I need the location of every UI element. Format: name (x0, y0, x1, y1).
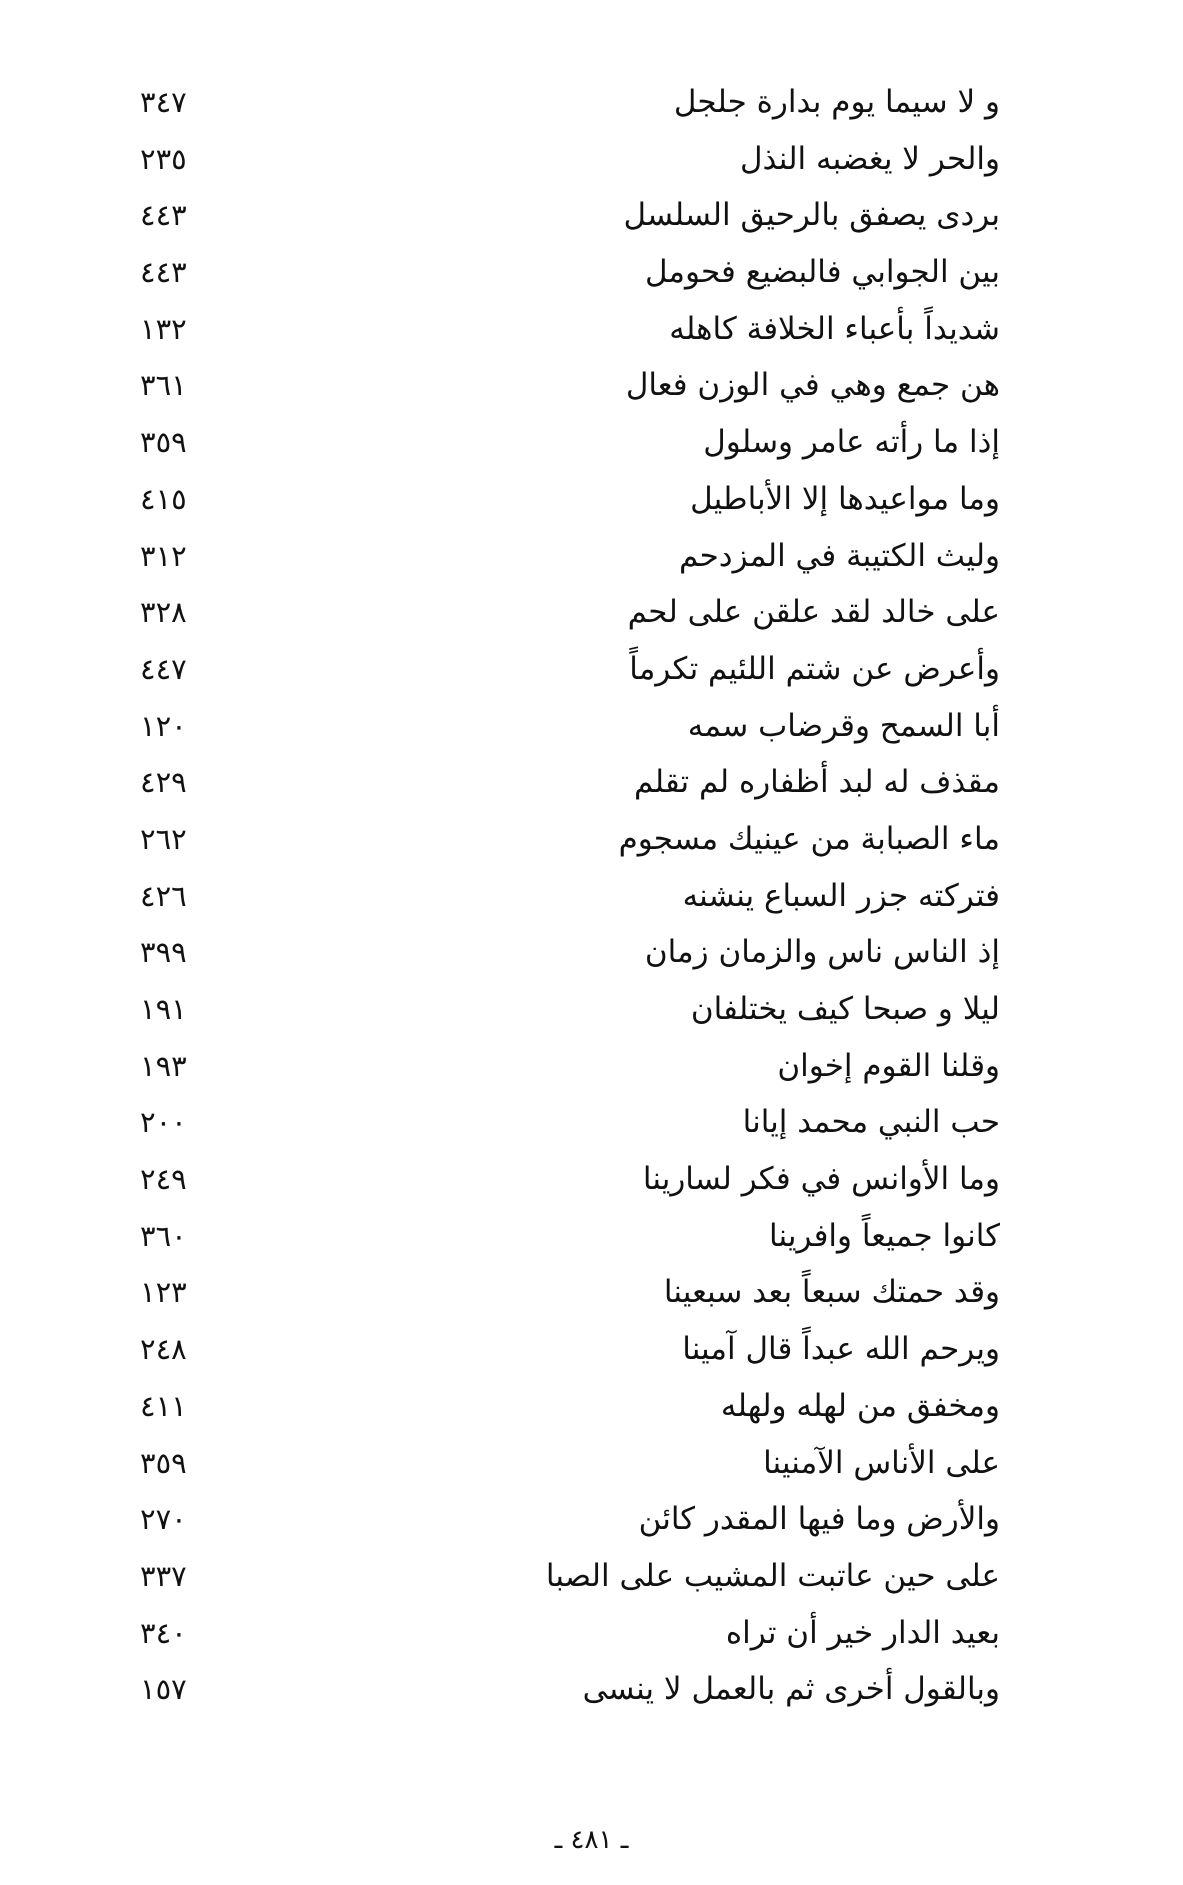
index-row (130, 193, 1000, 250)
page-reference: ٤٢٩ (140, 765, 187, 800)
page-reference: ٣٢٨ (140, 595, 187, 630)
page-reference: ٢٦٢ (140, 821, 187, 856)
verse-text: مقذف له لبد أظفاره لم تقلم (633, 764, 1000, 801)
page-reference: ١٣٢ (140, 311, 187, 346)
index-row (130, 1100, 1000, 1157)
index-row (130, 307, 1000, 364)
page-reference: ٢٣٥ (140, 141, 187, 176)
verse-text: إذا ما رأته عامر وسلول (703, 424, 1000, 461)
verse-text: أبا السمح وقرضاب سمه (687, 707, 1000, 744)
page-reference: ٣٩٩ (140, 935, 187, 970)
page-reference: ٣٤٠ (140, 1615, 187, 1650)
verse-text: ليلا و صبحا كيف يختلفان (690, 991, 1000, 1027)
verse-index-list (130, 80, 1000, 1724)
page-reference: ٤٢٦ (140, 878, 187, 913)
index-row (130, 1044, 1000, 1101)
verse-text: وقد حمتك سبعاً بعد سبعينا (663, 1274, 1000, 1311)
page-reference: ١٥٧ (140, 1672, 187, 1707)
index-row (130, 1441, 1000, 1498)
index-row (130, 1497, 1000, 1554)
verse-text: والحر لا يغضبه النذل (739, 140, 1000, 177)
index-row (130, 987, 1000, 1044)
index-row (130, 1611, 1000, 1668)
verse-text: بعيد الدار خير أن تراه (725, 1614, 1000, 1651)
page-reference: ٣٤٧ (140, 85, 187, 119)
verse-text: ويرحم الله عبداً قال آمينا (682, 1331, 1000, 1368)
index-row (130, 1384, 1000, 1441)
verse-text: فتركته جزر السباع ينشنه (682, 877, 1000, 914)
verse-text: على حين عاتبت المشيب على الصبا (545, 1557, 1000, 1594)
index-row (130, 874, 1000, 931)
verse-text: ماء الصبابة من عينيك مسجوم (618, 820, 1000, 857)
verse-text: وليث الكتيبة في المزدحم (679, 537, 1000, 574)
page-number: ـ ٤٨١ ـ (554, 1825, 629, 1855)
verse-text: شديداً بأعباء الخلافة كاهله (669, 310, 1000, 347)
page-reference: ٤٤٣ (140, 198, 187, 233)
verse-text: بردى يصفق بالرحيق السلسل (623, 197, 1000, 234)
page-reference: ١٩٣ (140, 1048, 187, 1083)
verse-text: ومخفق من لهله ولهله (720, 1387, 1000, 1424)
page-reference: ٢٠٠ (140, 1105, 187, 1140)
index-row (130, 477, 1000, 534)
page-reference: ١٢٠ (140, 708, 187, 743)
index-row (130, 1554, 1000, 1611)
index-row (130, 1214, 1000, 1271)
index-row (130, 1157, 1000, 1214)
page-reference: ٤٤٣ (140, 255, 187, 290)
index-row (130, 930, 1000, 987)
verse-text: و لا سيما يوم بدارة جلجل (673, 84, 1000, 120)
index-row (130, 760, 1000, 817)
page-reference: ٢٤٨ (140, 1332, 187, 1367)
index-row (130, 590, 1000, 647)
verse-text: كانوا جميعاً وافرينا (769, 1217, 1000, 1254)
verse-text: وقلنا القوم إخوان (777, 1047, 1000, 1084)
index-row (130, 1270, 1000, 1327)
index-row (130, 704, 1000, 761)
page-reference: ١٩١ (140, 992, 187, 1026)
index-row (130, 80, 1000, 137)
page-reference: ٣١٢ (140, 538, 187, 573)
index-row (130, 647, 1000, 704)
page-reference: ٤١١ (140, 1388, 187, 1423)
index-row (130, 250, 1000, 307)
verse-text: وبالقول أخرى ثم بالعمل لا ينسى (582, 1671, 1000, 1708)
verse-text: وما مواعيدها إلا الأباطيل (690, 480, 1000, 517)
page-reference: ٤١٥ (140, 481, 187, 516)
index-row (130, 1327, 1000, 1384)
page-reference: ٤٤٧ (140, 651, 187, 686)
page-reference: ٣٥٩ (140, 1445, 187, 1480)
verse-text: وأعرض عن شتم اللئيم تكرماً (629, 650, 1000, 687)
verse-text: على الأناس الآمنينا (763, 1444, 1000, 1481)
index-row (130, 817, 1000, 874)
verse-text: هن جمع وهي في الوزن فعال (625, 367, 1000, 404)
page-reference: ٣٦١ (140, 368, 187, 403)
verse-text: والأرض وما فيها المقدر كائن (638, 1501, 1000, 1538)
index-row (130, 363, 1000, 420)
verse-text: على خالد لقد علقن على لحم (627, 594, 1000, 631)
index-row (130, 534, 1000, 591)
page-reference: ٢٧٠ (140, 1502, 187, 1537)
page-reference: ٣٥٩ (140, 425, 187, 460)
page-reference: ١٢٣ (140, 1275, 187, 1310)
verse-text: إذ الناس ناس والزمان زمان (644, 934, 1000, 971)
index-row (130, 420, 1000, 477)
page-reference: ٢٤٩ (140, 1162, 187, 1197)
page-reference: ٣٦٠ (140, 1218, 187, 1253)
index-row (130, 1667, 1000, 1724)
index-row (130, 137, 1000, 194)
verse-text: بين الجوابي فالبضيع فحومل (644, 254, 1000, 291)
verse-text: حب النبي محمد إيانا (742, 1104, 1000, 1141)
page-reference: ٣٣٧ (140, 1558, 187, 1593)
verse-text: وما الأوانس في فكر لسارينا (642, 1161, 1000, 1198)
